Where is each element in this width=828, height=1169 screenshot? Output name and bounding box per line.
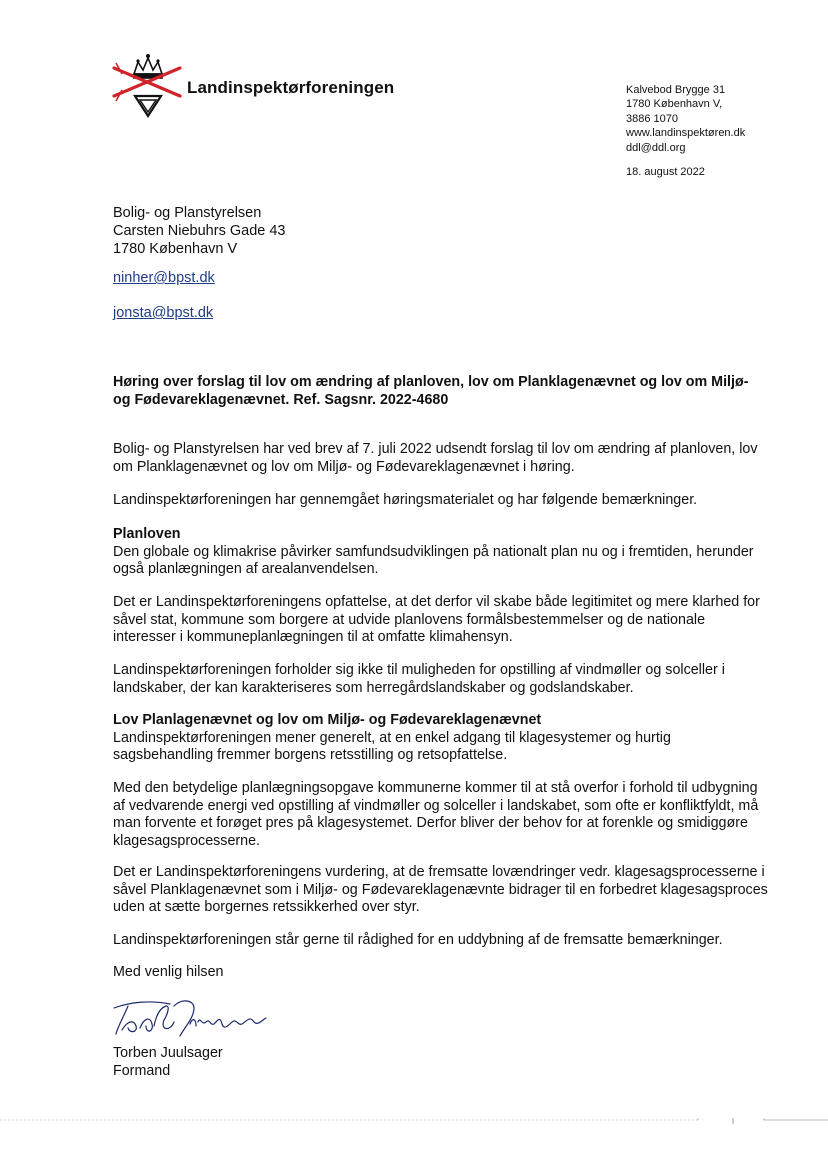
signatory [113, 1044, 223, 1080]
paragraph: Det er Landinspektørforeningens opfattelse, at det derfor vil skabe både legitimitet og mere klarhed for såvel stat, kommune som borgere at udvide planlovens formålsbestemmelser og de nationale interesser i kommuneplanlægningen til at omfatte klimahensyn. [113, 594, 760, 645]
recipient-city: 1780 København V [113, 241, 238, 257]
sender-street: Kalvebod Brygge 31 [626, 84, 726, 96]
sender-website: www.landinspektøren.dk [626, 127, 746, 140]
signatory-name: Torben Juulsager [113, 1045, 223, 1061]
recipient-street: Carsten Niebuhrs Gade 43 [113, 223, 286, 239]
crown-logo-icon [108, 52, 188, 120]
paragraph: Landinspektørforeningen mener generelt, at en enkel adgang til klagesystemer og hurtig sagsbehandling fremmer borgens retsstilling og retsopfattelse. [113, 729, 671, 763]
closing: Med venlig hilsen [113, 964, 224, 980]
recipient-email-link[interactable]: jonsta@bpst.dk [113, 305, 214, 321]
sender-address [626, 83, 745, 155]
recipient-name: Bolig- og Planstyrelsen [113, 205, 262, 221]
recipient-email-link[interactable]: ninher@bpst.dk [113, 270, 215, 286]
letter-subject: Høring over forslag til lov om ændring af planloven, lov om Planklagenævnet og lov om Miljø- og Fødevareklagenævnet. Ref. Sagsnr. 2022-4680 [113, 374, 749, 408]
page-footer-divider [0, 1118, 828, 1138]
recipient-address [113, 204, 286, 258]
paragraph: Landinspektørforeningen har gennemgået høringsmaterialet og har følgende bemærkninger. [113, 492, 698, 508]
paragraph: Bolig- og Planstyrelsen har ved brev af 7. juli 2022 udsendt forslag til lov om ændring af planloven, lov om Planklagenævnet og lov om Miljø- og Fødevareklagenævnet i høring. [113, 441, 758, 475]
paragraph: Med den betydelige planlægningsopgave kommunerne kommer til at stå overfor i forhold til udbygning af vedvarende energi ved opstilling af vindmøller og solceller i landskabet, som ofte er konfliktfyldt, må man forvente et forøget pres på klagesystemet. Derfor bliver der behov for at forenkle og smidiggøre klagesagsprocesserne. [113, 780, 759, 849]
paragraph: Det er Landinspektørforeningens vurdering, at de fremsatte lovændringer vedr. klagesagsprocesserne i såvel Planklagenævnet som i Miljø- og Fødevareklagenævnte bidrager til en forbedret klagesagsproces uden at sætte borgernes retssikkerhed over styr. [113, 864, 768, 915]
section-klagenaevn [113, 712, 771, 765]
paragraph: Landinspektørforeningen står gerne til rådighed for en uddybning af de fremsatte bemærkninger. [113, 932, 723, 948]
sender-email: ddl@ddl.org [626, 141, 686, 154]
section-planloven [113, 526, 771, 579]
organization-name: Landinspektørforeningen [187, 78, 395, 97]
sender-city: 1780 København V, [626, 98, 723, 111]
section-heading: Planloven [113, 526, 181, 542]
letter-date: 18. august 2022 [626, 166, 705, 178]
paragraph: Den globale og klimakrise påvirker samfundsudviklingen på nationalt plan nu og i fremtiden, herunder også planlægningen af arealanvendelsen. [113, 543, 754, 577]
sender-phone: 3886 1070 [626, 112, 678, 125]
paragraph: Landinspektørforeningen forholder sig ikke til muligheden for opstilling af vindmøller og solceller i landskaber, der kan karakteriseres som herregårdslandskaber og godslandskaber. [113, 662, 725, 696]
signatory-title: Formand [113, 1063, 171, 1079]
section-heading: Lov Planlagenævnet og lov om Miljø- og Fødevareklagenævnet [113, 712, 542, 728]
handwritten-signature [110, 996, 270, 1040]
